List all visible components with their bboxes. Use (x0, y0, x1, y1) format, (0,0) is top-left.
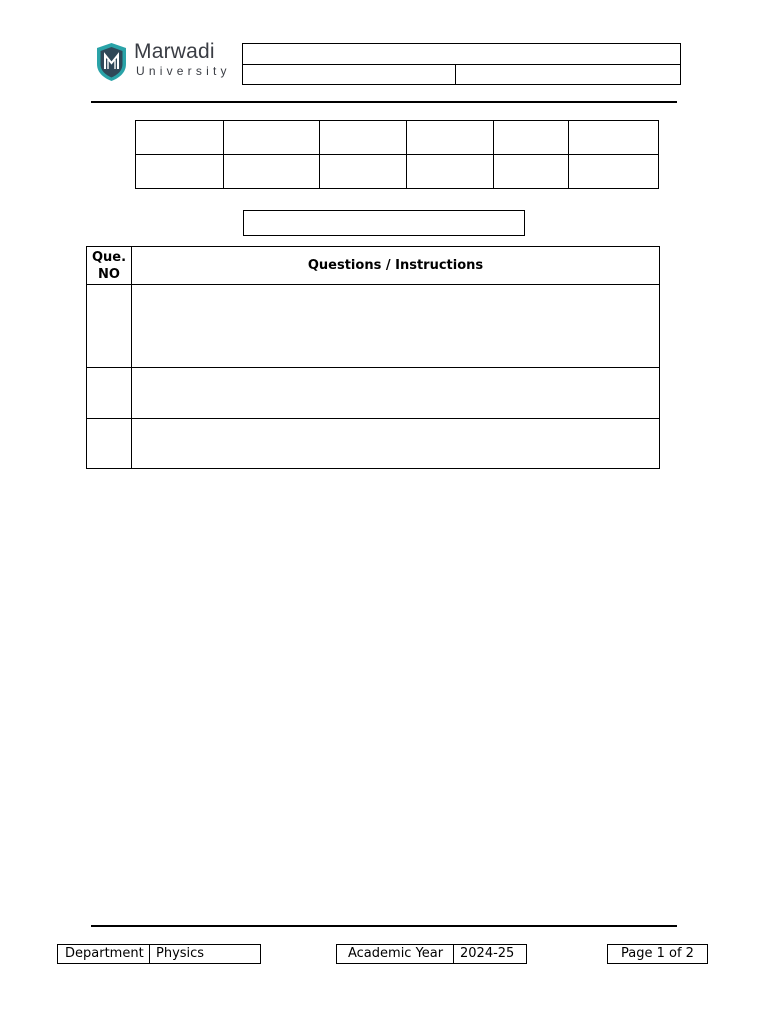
info-cell (224, 155, 320, 189)
questions-table (86, 246, 660, 469)
question-row (87, 285, 660, 368)
question-number-cell (87, 285, 132, 368)
logo-sub-text: University (136, 64, 231, 78)
info-cell (136, 121, 224, 155)
question-number-cell (87, 419, 132, 469)
info-cell (494, 155, 569, 189)
page-number: Page 1 of 2 (621, 946, 694, 961)
question-text-cell (132, 285, 660, 368)
footer-divider (91, 925, 677, 927)
info-grid-table (135, 120, 659, 189)
info-cell (407, 155, 494, 189)
department-box (57, 944, 261, 964)
qno-column-header (87, 247, 132, 285)
course-title-box (242, 43, 681, 65)
qno-header-line2: NO (98, 266, 120, 282)
university-logo (95, 42, 235, 82)
academic-year-label: Academic Year (348, 946, 444, 961)
info-cell (320, 155, 407, 189)
info-cell (224, 121, 320, 155)
info-grid-row (136, 155, 659, 189)
info-cell (136, 155, 224, 189)
page-number-box (607, 944, 708, 964)
shield-logo-icon (95, 42, 128, 82)
question-row (87, 419, 660, 469)
info-cell (569, 155, 659, 189)
academic-year-value: 2024-25 (460, 946, 515, 961)
question-text-cell (132, 368, 660, 419)
header-field-left (242, 64, 456, 85)
department-divider (149, 945, 150, 963)
questions-column-header: Questions / Instructions (132, 247, 660, 285)
info-grid-row (136, 121, 659, 155)
info-cell (494, 121, 569, 155)
header-divider (91, 101, 677, 103)
info-cell (320, 121, 407, 155)
info-cell (407, 121, 494, 155)
question-number-cell (87, 368, 132, 419)
logo-brand-text: Marwadi (134, 40, 215, 63)
department-label: Department (65, 946, 144, 961)
question-text-cell (132, 419, 660, 469)
academic-year-box (336, 944, 527, 964)
qno-header-line1: Que. (91, 249, 127, 265)
section-title-box (243, 210, 525, 236)
questions-header-row (87, 247, 660, 285)
header-field-right (455, 64, 681, 85)
department-value: Physics (156, 946, 205, 961)
academic-year-divider (453, 945, 454, 963)
info-cell (569, 121, 659, 155)
question-row (87, 368, 660, 419)
